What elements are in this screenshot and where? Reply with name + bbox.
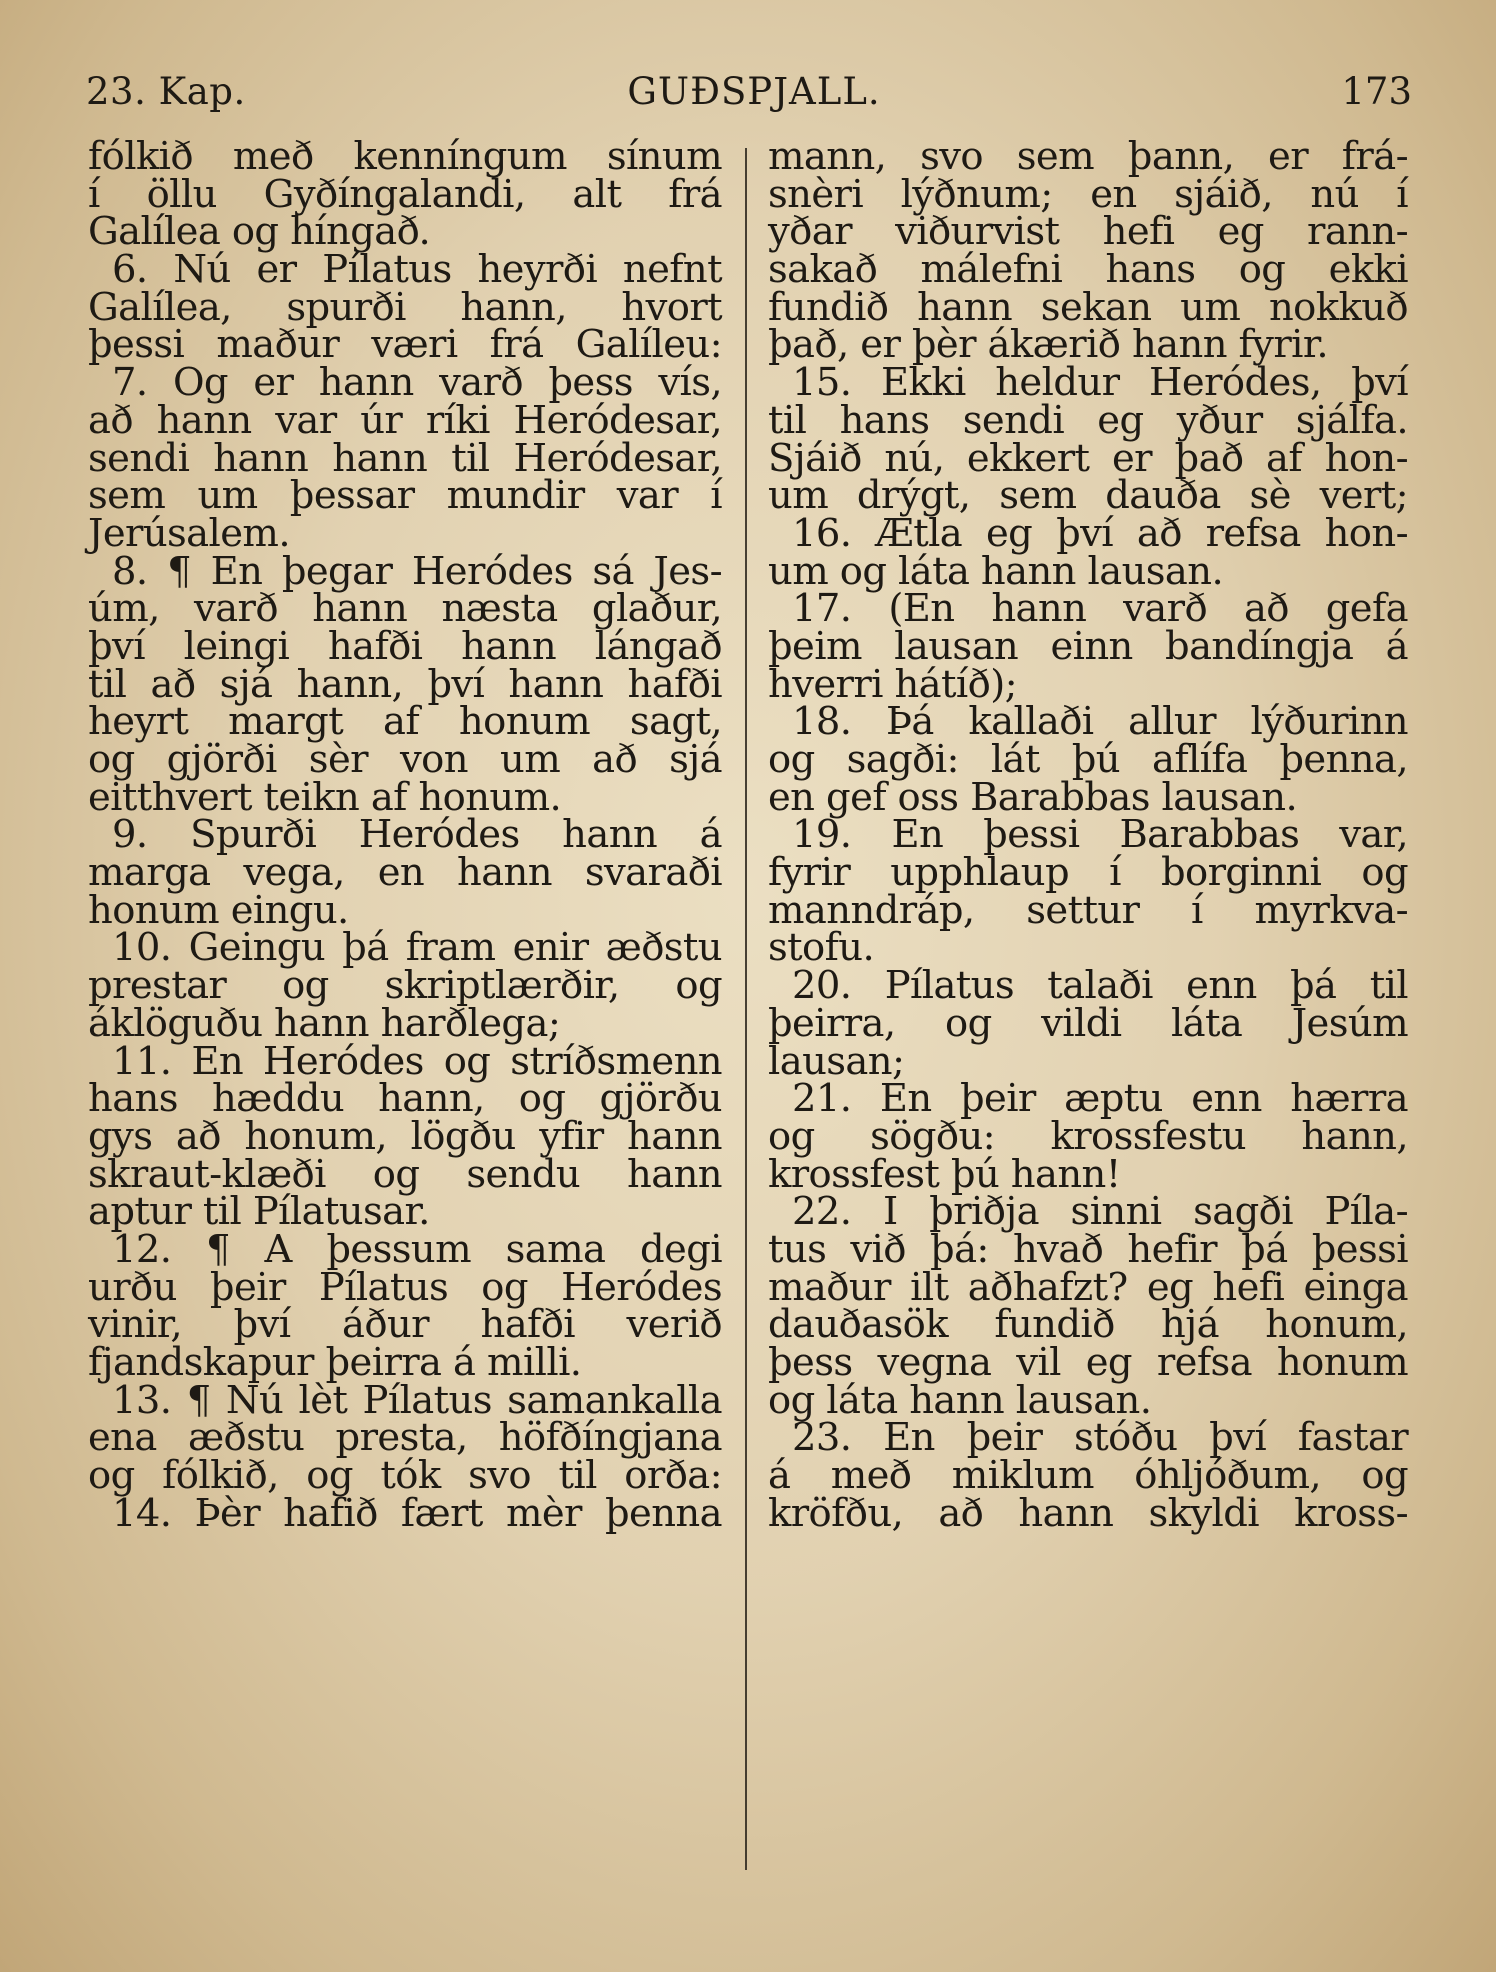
text-line: fyrir upphlaup í borginni og <box>768 850 1408 896</box>
text-line: aptur til Pílatusar. <box>88 1189 430 1235</box>
text-line: yðar viðurvist hefi eg rann- <box>768 209 1408 255</box>
text-line: 7. Og er hann varð þess vís, <box>112 360 722 406</box>
text-line: snèri lýðnum; en sjáið, nú í <box>768 171 1408 217</box>
text-line: 13. ¶ Nú lèt Pílatus samankalla <box>112 1377 722 1423</box>
text-line: um drýgt, sem dauða sè vert; <box>768 473 1408 519</box>
text-line: áklöguðu hann harðlega; <box>88 1000 561 1046</box>
text-line: 8. ¶ En þegar Heródes sá Jes- <box>112 548 722 594</box>
text-line: og gjörði sèr von um að sjá <box>88 737 722 782</box>
text-line: og fólkið, og tók svo til orða: <box>88 1453 722 1499</box>
running-head <box>86 66 1412 118</box>
text-line: þess vegna vil eg refsa honum <box>768 1340 1408 1385</box>
text-line: 11. En Heródes og stríðsmenn <box>112 1038 722 1084</box>
text-line: ena æðstu presta, höfðíngjana <box>88 1415 722 1461</box>
column-divider <box>745 148 747 1870</box>
text-line: 16. Ætla eg því að refsa hon- <box>792 510 1408 556</box>
text-line: í öllu Gyðíngalandi, alt frá <box>88 171 722 217</box>
text-line: þessi maður væri frá Galíleu: <box>88 322 722 368</box>
text-line: þeirra, og vildi láta Jesúm <box>768 1000 1408 1046</box>
text-line: marga vega, en hann svaraði <box>88 850 722 896</box>
text-line: gys að honum, lögðu yfir hann <box>88 1113 722 1159</box>
text-line: fólkið með kenníngum sínum <box>88 134 722 179</box>
text-line: eitthvert teikn af honum. <box>88 774 562 820</box>
text-line: maður ilt aðhafzt? eg hefi einga <box>768 1264 1408 1310</box>
text-line: fjandskapur þeirra á milli. <box>88 1340 582 1385</box>
text-line: Jerúsalem. <box>88 510 290 556</box>
text-line: og sögðu: krossfestu hann, <box>768 1113 1408 1159</box>
right-column <box>768 134 1408 1536</box>
text-line: 21. En þeir æptu enn hærra <box>792 1076 1408 1122</box>
text-line: úm, varð hann næsta glaður, <box>88 586 722 632</box>
text-line: 15. Ekki heldur Heródes, því <box>792 360 1408 406</box>
text-line: Galílea og híngað. <box>88 209 431 255</box>
text-line: prestar og skriptlærðir, og <box>88 963 722 1009</box>
text-line: dauðasök fundið hjá honum, <box>768 1302 1408 1348</box>
text-line: skraut-klæði og sendu hann <box>88 1151 722 1197</box>
text-line: þeim lausan einn bandíngja á <box>768 623 1408 669</box>
text-line: 18. Þá kallaði allur lýðurinn <box>792 699 1408 745</box>
left-column <box>88 134 722 1536</box>
text-line: vinir, því áður hafði verið <box>88 1302 722 1348</box>
text-line: til hans sendi eg yður sjálfa. <box>768 397 1408 443</box>
text-line: því leingi hafði hann lángað <box>88 623 722 669</box>
text-line: sendi hann hann til Heródesar, <box>88 435 722 481</box>
text-line: Sjáið nú, ekkert er það af hon- <box>768 435 1408 481</box>
text-line: 23. En þeir stóðu því fastar <box>792 1415 1408 1461</box>
text-line: um og láta hann lausan. <box>768 548 1224 594</box>
text-line: mann, svo sem þann, er frá- <box>768 134 1408 179</box>
text-line: 6. Nú er Pílatus heyrði nefnt <box>112 247 722 293</box>
text-line: heyrt margt af honum sagt, <box>88 699 722 745</box>
text-line: 14. Þèr hafið fært mèr þenna <box>112 1490 722 1536</box>
text-line: fundið hann sekan um nokkuð <box>768 284 1408 330</box>
text-line: manndráp, settur í myrkva- <box>768 887 1408 933</box>
text-line: hverri hátíð); <box>768 661 1017 707</box>
text-line: sem um þessar mundir var í <box>88 473 722 519</box>
text-line: krossfest þú hann! <box>768 1151 1121 1197</box>
text-line: sakað málefni hans og ekki <box>768 247 1408 293</box>
text-line: urðu þeir Pílatus og Heródes <box>88 1264 722 1310</box>
text-line: og sagði: lát þú aflífa þenna, <box>768 737 1408 782</box>
page-title: GUÐSPJALL. <box>627 70 881 113</box>
text-line: stofu. <box>768 925 875 971</box>
text-line: en gef oss Barabbas lausan. <box>768 774 1298 820</box>
text-line: hans hæddu hann, og gjörðu <box>88 1076 722 1122</box>
text-line: á með miklum óhljóðum, og <box>768 1453 1408 1499</box>
text-line: og láta hann lausan. <box>768 1377 1152 1423</box>
text-line: 22. I þriðja sinni sagði Píla- <box>792 1189 1408 1235</box>
text-line: 19. En þessi Barabbas var, <box>792 812 1408 858</box>
text-line: 12. ¶ A þessum sama degi <box>112 1226 722 1272</box>
text-line: til að sjá hann, því hann hafði <box>88 661 722 707</box>
text-line: það, er þèr ákærið hann fyrir. <box>768 322 1329 368</box>
text-line: 10. Geingu þá fram enir æðstu <box>112 925 722 971</box>
chapter-label: 23. Kap. <box>86 70 246 113</box>
text-line: 20. Pílatus talaði enn þá til <box>792 963 1408 1009</box>
text-line: 9. Spurði Heródes hann á <box>112 812 722 858</box>
text-line: lausan; <box>768 1038 905 1084</box>
text-line: honum eingu. <box>88 887 349 933</box>
text-line: kröfðu, að hann skyldi kross- <box>768 1490 1408 1536</box>
text-line: að hann var úr ríki Heródesar, <box>88 397 722 443</box>
text-line: Galílea, spurði hann, hvort <box>88 284 722 330</box>
text-line: 17. (En hann varð að gefa <box>792 586 1408 632</box>
page-number: 173 <box>1341 70 1412 113</box>
text-line: tus við þá: hvað hefir þá þessi <box>768 1226 1408 1272</box>
